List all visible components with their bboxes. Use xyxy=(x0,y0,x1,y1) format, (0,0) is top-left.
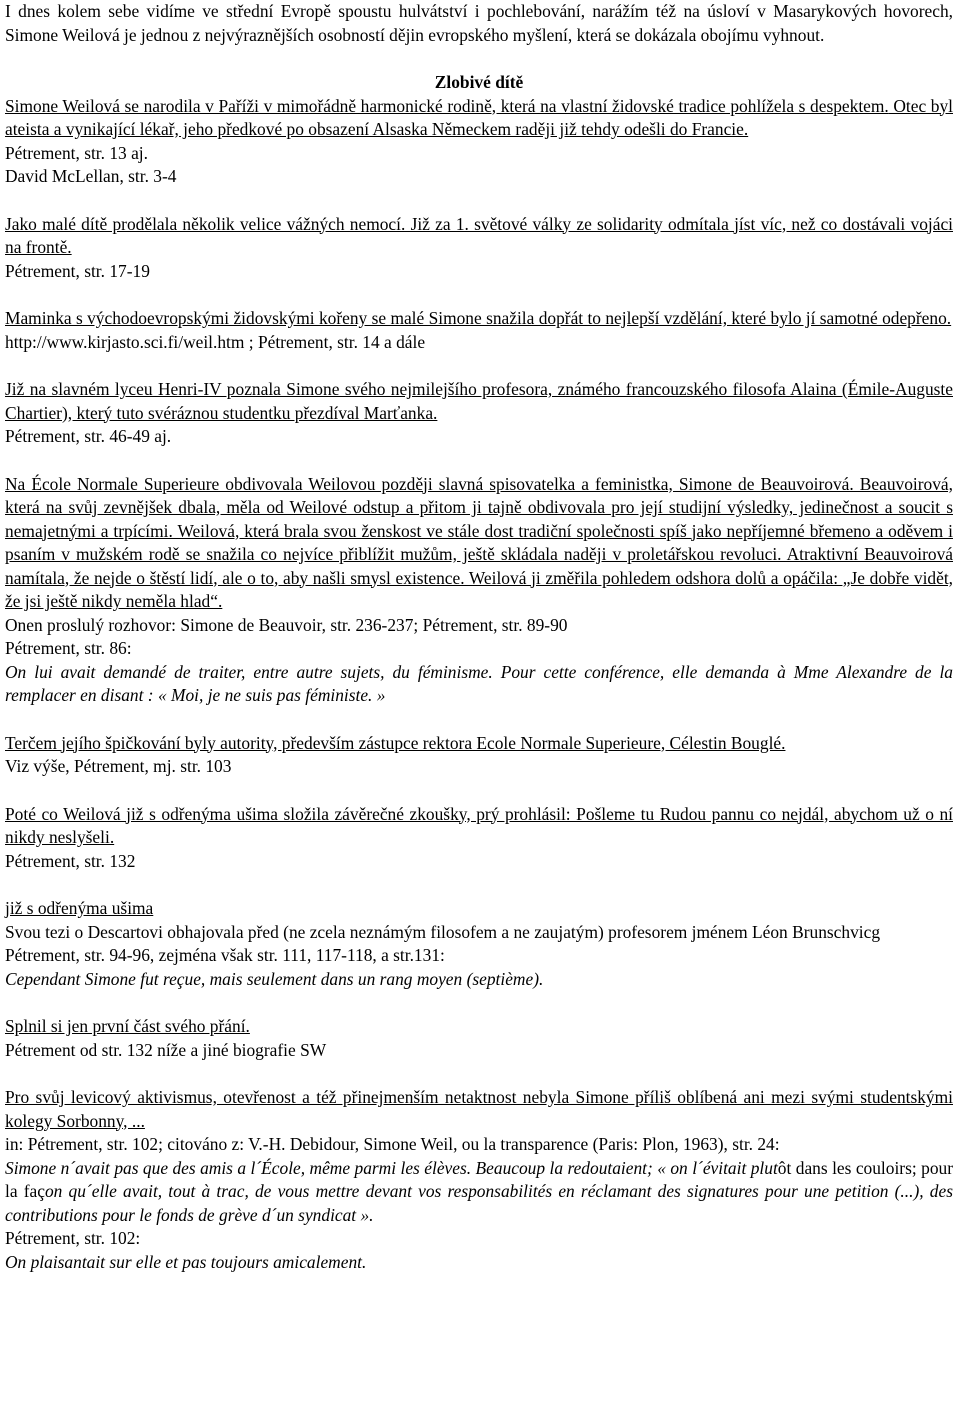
father-sentence: Otec byl ateista a vynikající lékař, jeho předkové po obsazení Alsaska Německem raději již tehdy odešli do Francie. xyxy=(5,95,953,139)
intro-paragraph: I dnes kolem sebe vidíme ve střední Evropě spoustu hulvátství i pochlebování, narážím též na úsloví v Masarykových hovorech, Simone Weilová je jednou z nejvýraznějších osobností dějin evropského myšlení, která se dokázala obojímu vyhnout. xyxy=(5,1,953,45)
illness-paragraph: Jako malé dítě prodělala několik velice vážných nemocí. Již za 1. světové války ze solidarity odmítala jíst víc, než co dostávali vojáci na frontě. xyxy=(5,213,953,257)
quote-part: on qu´elle avait, tout à trac, de vous mettre devant vos responsabilités en réclamant des signatures pour une petition (...), des contributions pour le fonds de grève d´un syndicat ». xyxy=(5,1181,953,1225)
activism-paragraph: Pro svůj levicový aktivismus, otevřenost a též přinejmenším netaktnost nebyla Simone příliš oblíbená ani mezi svými studentskými kolegy Sorbonny, ... xyxy=(5,1087,953,1131)
thesis-paragraph: Svou tezi o Descartovi obhajovala před (ne zcela neznámým filosofem a ne zaujatým) profesorem jménem Léon Brunschvicg xyxy=(5,921,881,942)
beauvoir-paragraph: Na École Normale Superieure obdivovala Weilovou později slavná spisovatelka a feministka, Simone de Beauvoirová. Beauvoirová, která na svůj zevnějšek dbala, měla od Weilové odstup a přitom ji tajně obdivovala pro její studijní výsledky, jedinečnost a soucit s nemajetnými a trpícími. Weilová, která brala svou ženskost ve stále dost tradiční společnosti spíš jako nepříjemné břemeno a oděvem i psaním v mužském rodě se snažila co nejvíce přiblížit mužům, ještě skládala naději v proletářskou revoluci. Atraktivní Beauvoirová namítala, že nejde o štěstí lidí, ale o to, aby našli smysl existence. Weilová ji změřila pohledem odshora dolů a opáčila: „Je dobře vidět, že jsi ještě nikdy neměla hlad“. xyxy=(5,473,953,611)
spacer xyxy=(5,189,953,213)
reference: Viz výše, Pétrement, mj. str. 103 xyxy=(5,756,232,776)
wish-line: Splnil si jen první část svého přání. xyxy=(5,1016,250,1036)
reference: Pétrement, str. 132 xyxy=(5,850,136,871)
spacer xyxy=(5,283,953,307)
authority-paragraph: Terčem jejího špičkování byly autority, především zástupce rektora Ecole Normale Superieure, Célestin Bouglé. xyxy=(5,732,786,753)
reference: Pétrement, str. 17-19 xyxy=(5,260,150,281)
lyceum-paragraph: Již na slavném lyceu Henri-IV poznala Simone svého nejmilejšího profesora, známého francouzského filosofa Alaina (Émile-Auguste Chartier), který tuto svéráznou studentku přezdíval Marťanka. xyxy=(5,379,953,423)
exam-paragraph: Poté co Weilová již s odřenýma ušima složila závěrečné zkoušky, prý prohlásil: Pošleme tu Rudou pannu co nejdál, abychom už o ní nikdy neslyšeli. xyxy=(5,803,953,847)
french-quote: Cependant Simone fut reçue, mais seulement dans un rang moyen (septième). xyxy=(5,968,544,989)
spacer xyxy=(5,354,953,378)
birth-paragraph xyxy=(5,95,953,142)
spacer xyxy=(5,779,953,803)
reference: Onen proslulý rozhovor: Simone de Beauvoir, str. 236-237; Pétrement, str. 89-90 xyxy=(5,614,568,635)
quote-part: Simone n´avait pas que des amis a l´École, même parmi les élèves. Beaucoup la redoutaient; « on l´évitait plut xyxy=(5,1157,778,1178)
french-quote-mixed xyxy=(5,1157,953,1228)
reference: in: Pétrement, str. 102; citováno z: V.-H. Debidour, Simone Weil, ou la transparence (Paris: Plon, 1963), str. 24: xyxy=(5,1134,780,1154)
spacer xyxy=(5,1062,953,1086)
document-body xyxy=(5,0,953,1274)
reference: Pétrement, str. 94-96, zejména však str. 111, 117-118, a str.131: xyxy=(5,945,445,965)
spacer xyxy=(5,449,953,473)
reference: Pétrement, str. 102: xyxy=(5,1228,141,1248)
reference: Pétrement, str. 46-49 aj. xyxy=(5,426,172,446)
spacer xyxy=(5,47,953,71)
reference-link[interactable]: http://www.kirjasto.sci.fi/weil.htm ; Pétrement, str. 14 a dále xyxy=(5,331,426,352)
reference: David McLellan, str. 3-4 xyxy=(5,166,177,186)
french-quote: On lui avait demandé de traiter, entre autre sujets, du féminisme. Pour cette conférence, elle demanda à Mme Alexandre de la remplacer en disant : « Moi, je ne suis pas féministe. » xyxy=(5,661,953,705)
reference: Pétrement od str. 132 níže a jiné biografie SW xyxy=(5,1039,327,1060)
mother-paragraph: Maminka s východoevropskými židovskými kořeny se malé Simone snažila dopřát to nejlepší vzdělání, které bylo jí samotné odepřeno. xyxy=(5,308,952,328)
reference: Pétrement, str. 13 aj. xyxy=(5,142,148,163)
spacer xyxy=(5,873,953,897)
reference: Pétrement, str. 86: xyxy=(5,638,132,658)
birth-sentence: Simone Weilová se narodila v Paříži v mimořádně harmonické rodině, která na vlastní židovské tradice pohlížela s despektem. xyxy=(5,95,889,116)
french-quote: On plaisantait sur elle et pas toujours amicalement. xyxy=(5,1251,367,1272)
spacer xyxy=(5,708,953,732)
spacer xyxy=(5,991,953,1015)
subheading: již s odřenýma ušima xyxy=(5,898,154,918)
quote-part: ôt dans les couloirs; pour la faç xyxy=(5,1157,953,1201)
section-heading: Zlobivé dítě xyxy=(434,72,524,92)
